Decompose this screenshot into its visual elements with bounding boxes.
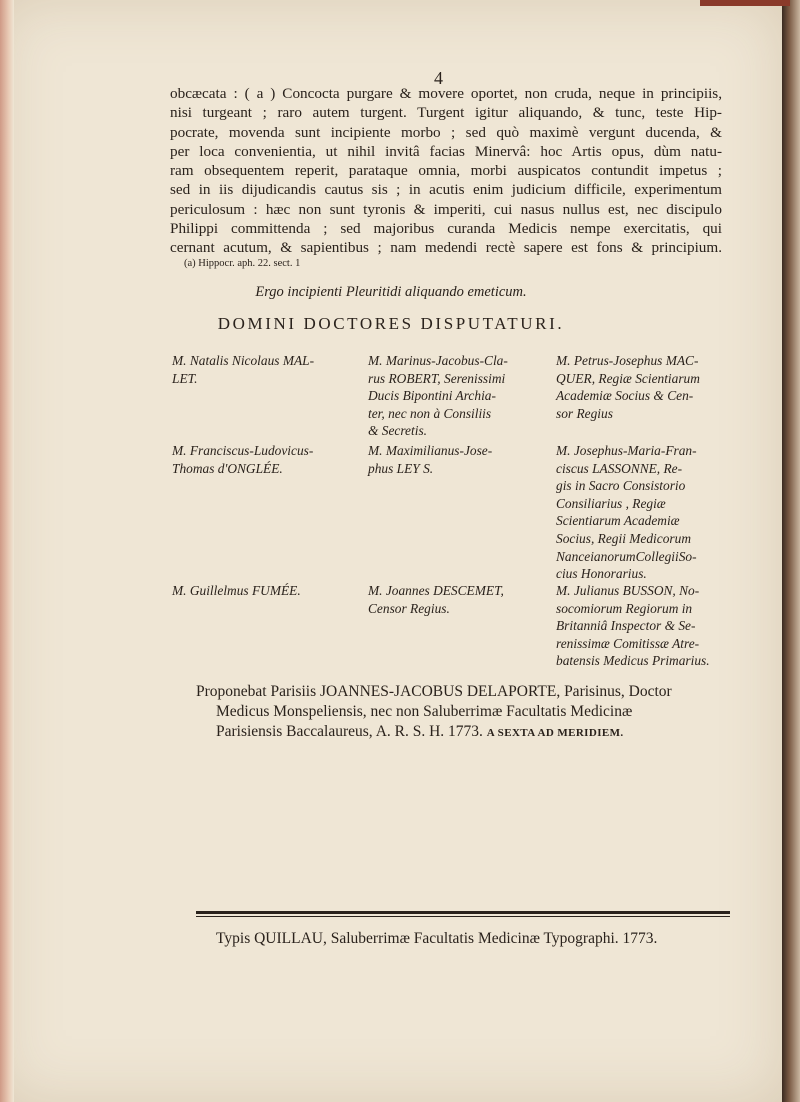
doctor-line: socomiorum Regiorum in <box>556 600 693 616</box>
body-line: per loca convenientia, ut nihil invitâ facias Minervâ: hoc Artis opus, dùm natu- <box>170 142 722 160</box>
doctor-line: QUER, Regiæ Scientiarum <box>556 370 700 386</box>
doctor-line: M. Marinus-Jacobus-Cla- <box>368 353 508 368</box>
thesis-statement: Ergo incipienti Pleuritidi aliquando emeticum. <box>255 284 527 300</box>
doctor-entry <box>556 352 742 422</box>
doctor-entry <box>368 582 548 617</box>
doctor-line: M. Guillelmus FUMÉE. <box>172 583 301 598</box>
doctor-line: Thomas d'ONGLÉE. <box>172 460 283 476</box>
body-paragraph <box>170 84 722 258</box>
doctor-line: renissimæ Comitissæ Atre- <box>556 635 700 651</box>
proposer-line: Medicus Monspeliensis, nec non Saluberrimæ Facultatis Medicinæ <box>216 702 633 720</box>
doctor-line: M. Maximilianus-Jose- <box>368 443 493 458</box>
body-line: pocrate, movenda sunt incipiente morbo ; sed quò maximè vergunt ducenda, & <box>170 123 722 141</box>
proposer-block <box>196 682 736 743</box>
doctor-line: Britanniâ Inspector & Se- <box>556 618 696 634</box>
body-line: cernant acutum, & sapientibus ; nam medendi rectè sapere est fons & principium. <box>170 239 722 257</box>
page-edge-right <box>782 0 800 1102</box>
doctor-line: Scientiarum Academiæ <box>556 513 680 529</box>
doctor-line: & Secretis. <box>368 423 428 439</box>
doctor-line: M. Franciscus-Ludovicus- <box>172 443 314 458</box>
doctor-line: M. Josephus-Maria-Fran- <box>556 443 697 458</box>
doctor-line: rus ROBERT, Serenissimi <box>368 370 506 386</box>
doctor-line: gis in Sacro Consistorio <box>556 478 686 494</box>
body-line: Philippi committenda ; sed majoribus curanda Medicis nempe exercitatis, qui <box>170 220 722 238</box>
doctor-line: M. Julianus BUSSON, No- <box>556 583 700 598</box>
footnote: (a) Hippocr. aph. 22. sect. 1 <box>184 258 301 269</box>
doctor-line: M. Joannes DESCEMET, <box>368 583 504 598</box>
doctor-entry <box>556 442 742 583</box>
double-rule-thin <box>196 916 730 917</box>
doctor-entry <box>172 582 352 600</box>
body-line: sed in iis dijudicandis cautus sis ; in acutis enim judicium difficile, experimentum <box>170 181 722 199</box>
doctor-line: NanceianorumCollegiiSo- <box>556 548 697 564</box>
doctor-entry <box>172 442 352 477</box>
body-line: periculosum : hæc non sunt tyronis & imperiti, cui nasus nullus est, nec discipulo <box>170 200 722 218</box>
doctor-line: Ducis Bipontini Archia- <box>368 388 496 404</box>
doctors-heading: DOMINI DOCTORES DISPUTATURI. <box>217 314 565 333</box>
doctor-line: M. Petrus-Josephus MAC- <box>556 353 699 368</box>
proposer-time: A SEXTA AD MERIDIEM. <box>486 726 624 739</box>
body-line: obcæcata : ( a ) Concocta purgare & movere oportet, non cruda, neque in principiis, <box>170 85 722 102</box>
body-line: ram obsequentem reperit, parataque omnia, morbi auspicatos contundit impetus ; <box>170 162 722 180</box>
body-line: nisi turgeant ; raro autem turgent. Turgent igitur aliquando, & tunc, teste Hip- <box>170 104 722 122</box>
binding-strip <box>700 0 790 6</box>
doctor-entry <box>172 352 352 387</box>
proposer-date: Parisiensis Baccalaureus, A. R. S. H. 1773. <box>216 722 483 740</box>
doctor-line: cius Honorarius. <box>556 566 647 582</box>
doctor-line: ciscus LASSONNE, Re- <box>556 460 683 476</box>
page-number: 4 <box>434 68 443 88</box>
doctor-line: Consiliarius , Regiæ <box>556 495 666 511</box>
proposer-line <box>196 722 736 744</box>
doctor-line: Socius, Regii Medicorum <box>556 530 691 546</box>
proposer-line: Proponebat Parisiis JOANNES-JACOBUS DELAPORTE, Parisinus, Doctor <box>196 683 672 700</box>
doctor-line: Academiæ Socius & Cen- <box>556 388 694 404</box>
double-rule-thick <box>196 911 730 914</box>
doctor-entry <box>368 352 548 440</box>
doctor-line: ter, nec non à Consiliis <box>368 405 492 421</box>
doctor-line: LET. <box>172 370 198 386</box>
doctor-entry <box>368 442 548 477</box>
doctor-line: sor Regius <box>556 405 613 421</box>
doctor-entry <box>556 582 742 670</box>
doctor-line: M. Natalis Nicolaus MAL- <box>172 353 315 368</box>
doctor-line: phus LEY S. <box>368 460 434 476</box>
doctor-line: batensis Medicus Primarius. <box>556 653 710 669</box>
printer-imprint: Typis QUILLAU, Saluberrimæ Facultatis Medicinæ Typographi. 1773. <box>216 930 658 947</box>
doctor-line: Censor Regius. <box>368 600 450 616</box>
page-gutter <box>0 0 14 1102</box>
